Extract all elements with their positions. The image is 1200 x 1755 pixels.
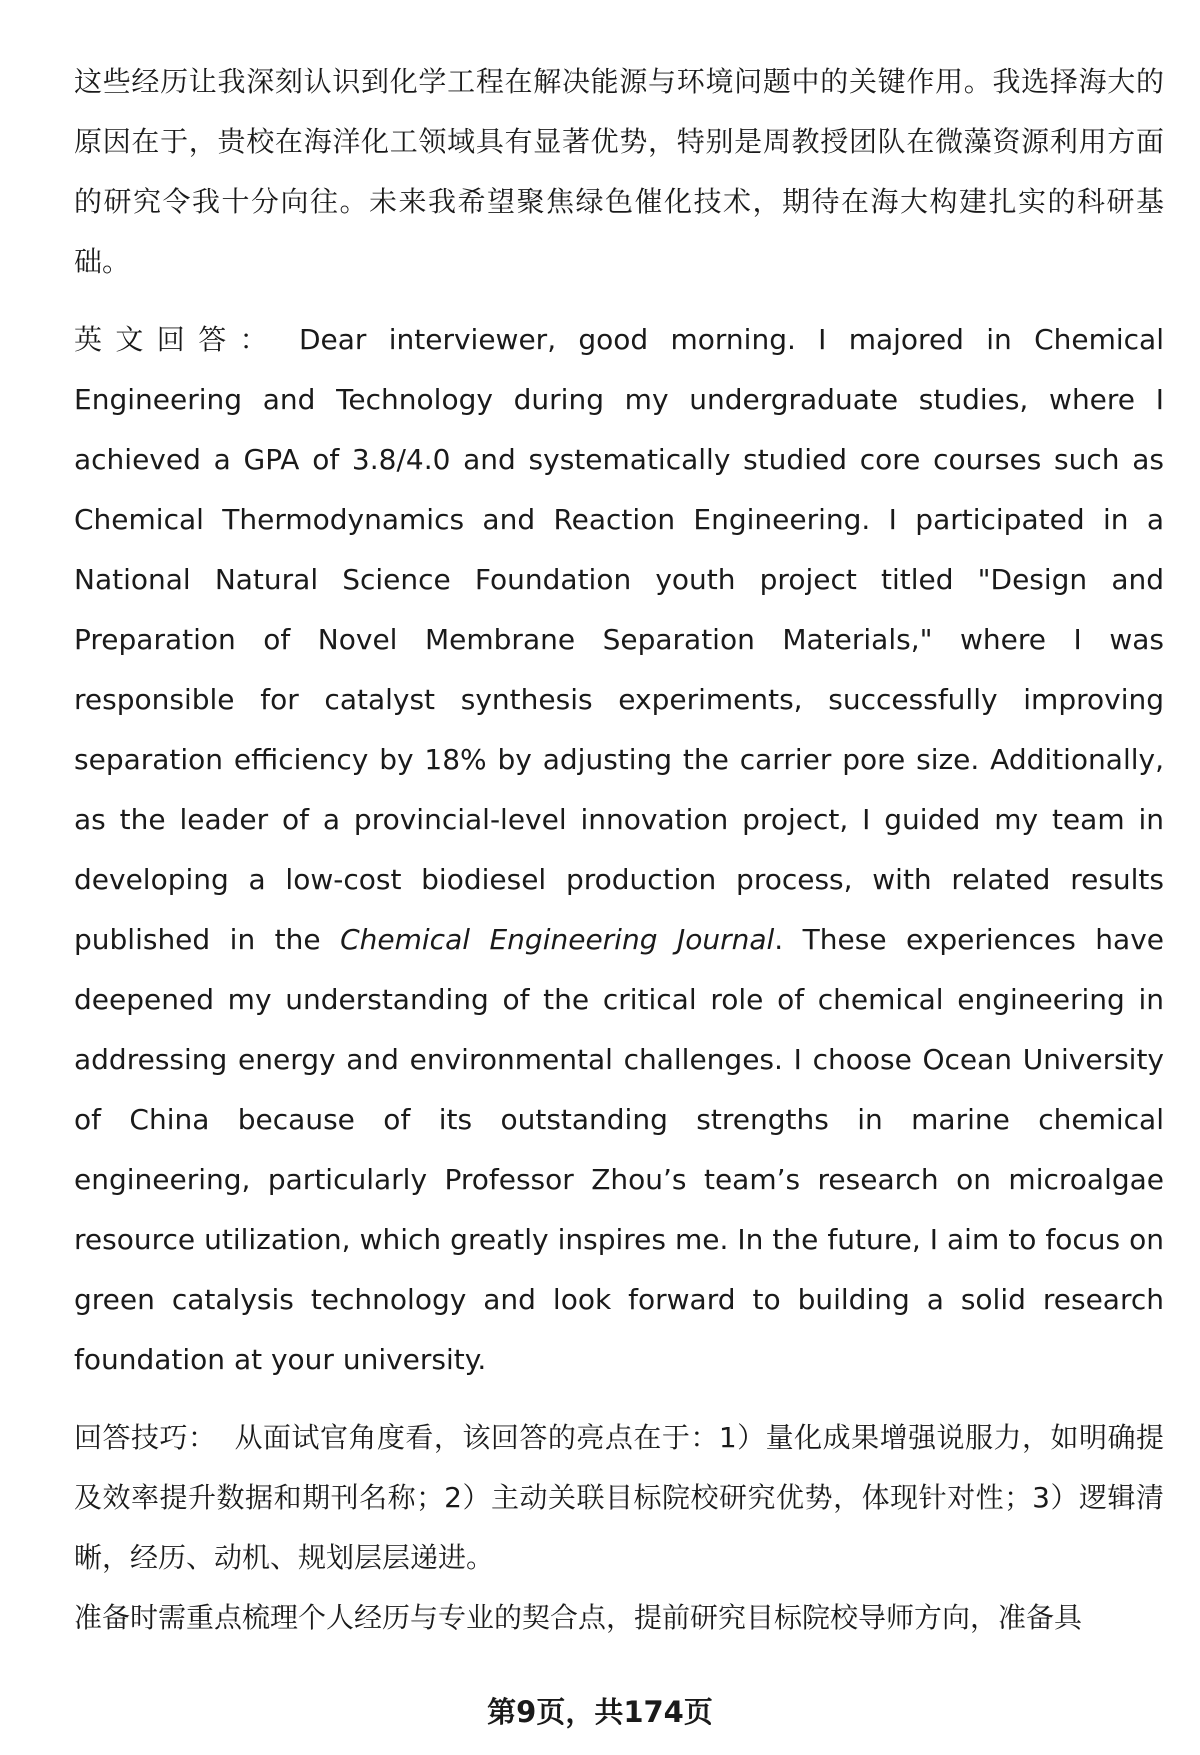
english-answer-label: 英文回答： bbox=[74, 323, 281, 356]
page-number: 第9页，共174页 bbox=[487, 1695, 713, 1729]
english-answer-text-part1: Dear interviewer, good morning. I majored in Chemical Engineering and Technology during my undergraduate studies, where I achieved a GPA of 3.8/4.0 and systematically studied core courses such as Chemical Thermodynamics and Reaction Engineering. I participated in a National Natural Science Foundation youth project titled "Design and Preparation of Novel Membrane Separation Materials," where I was responsible for catalyst synthesis experiments, successfully improving separation efficiency by 18% by adjusting the carrier pore size. Additionally, as the leader of a provincial-level innovation project, I guided my team in developing a low-cost biodiesel production process, with related results published in the bbox=[74, 323, 1164, 956]
answer-tips-text: 从面试官角度看，该回答的亮点在于：1）量化成果增强说服力，如明确提及效率提升数据和期刊名称；2）主动关联目标院校研究优势，体现针对性；3）逻辑清晰，经历、动机、规划层层递进。 bbox=[74, 1421, 1164, 1574]
answer-tips-paragraph bbox=[74, 1408, 1164, 1588]
intro-chinese-paragraph: 这些经历让我深刻认识到化学工程在解决能源与环境问题中的关键作用。我选择海大的原因在于，贵校在海洋化工领域具有显著优势，特别是周教授团队在微藻资源利用方面的研究令我十分向往。未来我希望聚焦绿色催化技术，期待在海大构建扎实的科研基础。 bbox=[74, 65, 1164, 278]
document-body bbox=[74, 52, 1164, 1648]
journal-name: Chemical Engineering Journal bbox=[340, 923, 775, 956]
answer-tips-label: 回答技巧： bbox=[74, 1421, 217, 1454]
english-answer-text-part2: . These experiences have deepened my understanding of the critical role of chemical engineering in addressing energy and environmental challenges. I choose Ocean University of China because of its outstanding strengths in marine chemical engineering, particularly Professor Zhou’s team’s research on microalgae resource utilization, which greatly inspires me. In the future, I aim to focus on green catalysis technology and look forward to building a solid research foundation at your university. bbox=[74, 923, 1164, 1376]
preparation-paragraph: 准备时需重点梳理个人经历与专业的契合点，提前研究目标院校导师方向，准备具 bbox=[74, 1601, 1083, 1634]
english-answer-paragraph bbox=[74, 310, 1164, 1390]
